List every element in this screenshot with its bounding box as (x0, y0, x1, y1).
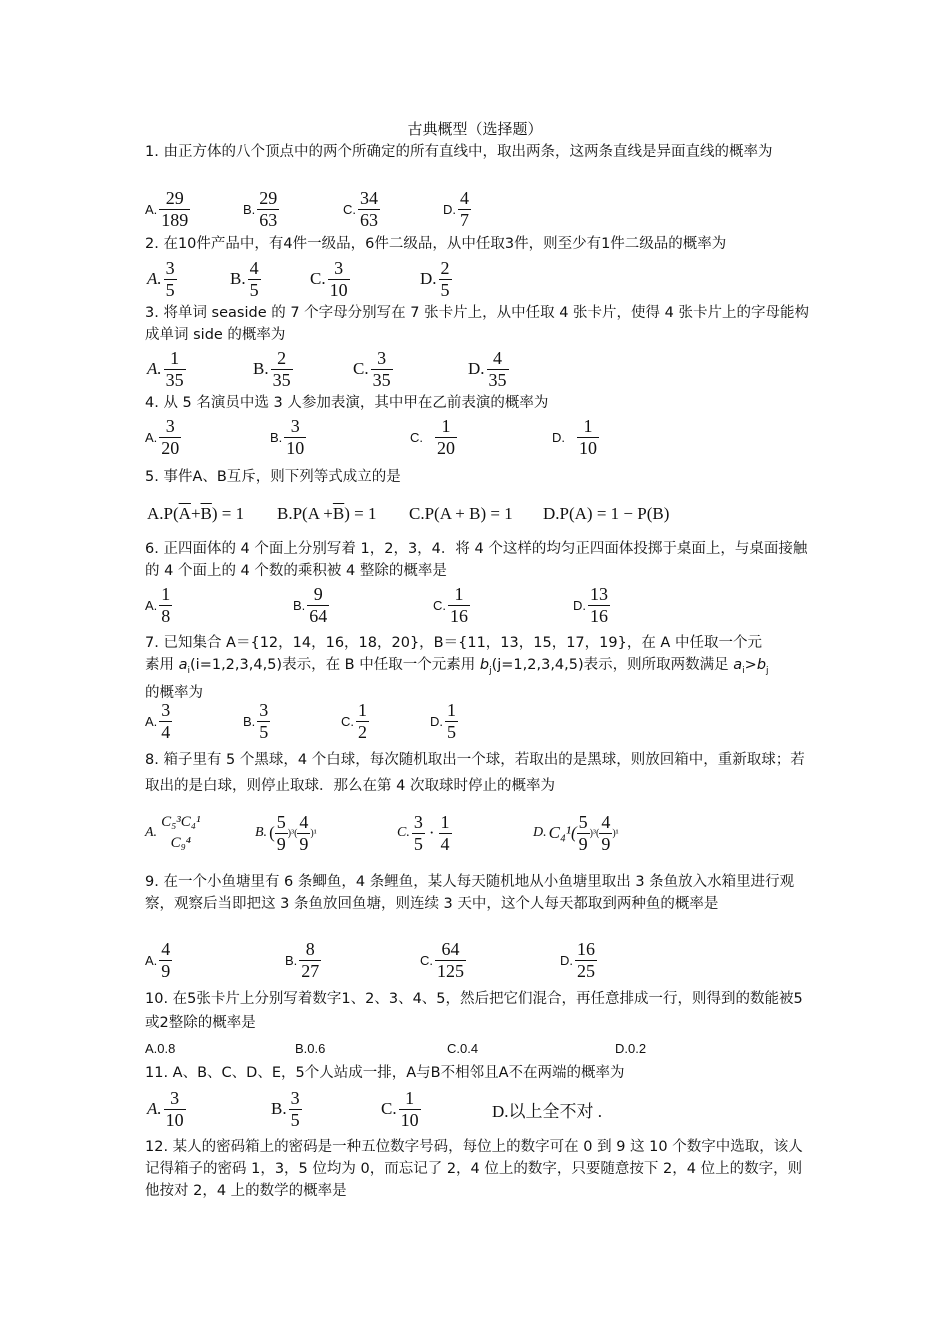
option-d: D.0.2 (615, 1040, 650, 1056)
option-c: C. $\frac{1}{10}$ (381, 1087, 419, 1130)
option-b: B. $\frac{8}{27}$ (285, 938, 320, 981)
option-c: C.0.4 (447, 1040, 479, 1056)
option-d: D.P(A) = 1 − P(B) (543, 504, 670, 523)
option-b: B. $\frac{29}{63}$ (243, 187, 278, 230)
question-11-stem: 11. A、B、C、D、E，5个人站成一排，A与B不相邻且A不在两端的概率为 (145, 1065, 625, 1081)
question-6-stem: 6. 正四面体的 4 个面上分别写着 1，2，3，4．将 4 个这样的均匀正四面体投掷于桌面上，与桌面接触的 4 个面上的 4 个数的乘积被 4 整除的概率是 (145, 541, 808, 579)
option-a: A. $\frac{1}{35}$ (147, 347, 184, 390)
option-d: D. $\frac{1}{5}$ (430, 699, 456, 742)
option-b: B.0.6 (295, 1040, 326, 1056)
option-b: B. $\frac{2}{35}$ (253, 347, 291, 390)
option-a: A. $\frac{3}{4}$ (145, 699, 171, 742)
option-b: B.P(A + $\overline{B}$ ) = 1 (277, 504, 377, 523)
option-c: C. $\frac{1}{20}$ (410, 415, 455, 458)
option-a: A. $\frac{3}{20}$ (145, 415, 180, 458)
option-a: A. $\frac{3}{5}$ (147, 257, 175, 300)
question-8-stem: 8. 箱子里有 5 个黑球，4 个白球，每次随机取出一个球，若取出的是黑球，则放回箱中，重新取球；若取出的是白球，则停止取球．那么在第 4 次取球时停止的概率为 (145, 752, 805, 794)
option-a: A. C₅³C₄¹ C₉⁴ (145, 814, 201, 851)
option-d: D. $\frac{1}{10}$ (552, 415, 597, 458)
option-b: B. $\frac{3}{5}$ (243, 699, 269, 742)
option-a: A. $\frac{3}{10}$ (147, 1087, 184, 1130)
option-a: A.0.8 (145, 1040, 176, 1056)
option-c: C. $\frac{3}{5}$ · $\frac{1}{4}$ (397, 811, 450, 854)
question-9-stem: 9. 在一个小鱼塘里有 6 条鲫鱼，4 条鲤鱼，某人每天随机地从小鱼塘里取出 3 条鱼放入水箱里进行观察，观察后当即把这 3 条鱼放回鱼塘，则连续 3 天中，这个人每天都取到两种鱼的概率是 (145, 874, 795, 912)
option-c: C. $\frac{34}{63}$ (343, 187, 378, 230)
option-c: C. $\frac{3}{35}$ (353, 347, 391, 390)
option-d: D.以上全不对 . (492, 1101, 607, 1121)
option-b: B. $\frac{3}{5}$ (271, 1087, 300, 1130)
option-d: D. $\frac{4}{35}$ (468, 347, 507, 390)
question-7-stem: 7. 已知集合 A＝{12，14，16，18，20}，B＝{11，13，15，17，19}，在 A 中任取一个元 素用 $a_i(i=1,2,3,4,5)$表示，在 B 中任取一个元素用 $b_j(j=1,2,3,4,5)$表示，则所取两数满足 $a_i>b_j$ 的概率为 (145, 635, 769, 701)
option-a: A. $\frac{4}{9}$ (145, 938, 171, 981)
question-4-stem: 4. 从 5 名演员中选 3 人参加表演，其中甲在乙前表演的概率为 (145, 395, 549, 411)
option-c: C. $\frac{3}{10}$ (310, 257, 348, 300)
option-d: D. $\frac{4}{7}$ (443, 187, 469, 230)
question-3-stem: 3. 将单词 seaside 的 7 个字母分别写在 7 张卡片上，从中任取 4 张卡片，使得 4 张卡片上的字母能构成单词 side 的概率为 (145, 305, 810, 343)
question-2-stem: 2. 在10件产品中，有4件一级品，6件二级品，从中任取3件，则至少有1件二级品的概率为 (145, 236, 731, 252)
option-a: A. $\frac{29}{189}$ (145, 187, 189, 230)
option-d: D. C₄¹( $\frac{5}{9}$ )³( $\frac{4}{9}$ )¹ (533, 811, 619, 854)
option-b: B. ( $\frac{5}{9}$ )³( $\frac{4}{9}$ )¹ (255, 811, 317, 854)
option-c: C.P(A + B) = 1 (409, 504, 513, 523)
option-c: C. $\frac{1}{16}$ (433, 583, 468, 626)
option-d: D. $\frac{13}{16}$ (573, 583, 608, 626)
option-c: C. $\frac{64}{125}$ (420, 938, 464, 981)
option-b: B. $\frac{9}{64}$ (293, 583, 328, 626)
option-d: D. $\frac{16}{25}$ (560, 938, 595, 981)
option-a: A. $\frac{1}{8}$ (145, 583, 171, 626)
question-1-stem: 1. 由正方体的八个顶点中的两个所确定的所有直线中，取出两条，这两条直线是异面直线的概率为 (145, 144, 773, 160)
option-a: A.P( $\overline{A}$ + $\overline{B}$ ) = 1 (147, 504, 245, 523)
option-d: D. $\frac{2}{5}$ (420, 257, 450, 300)
option-c: C. $\frac{1}{2}$ (341, 699, 367, 742)
question-10-stem: 10. 在5张卡片上分别写着数字1、2、3、4、5，然后把它们混合，再任意排成一行，则得到的数能被5或2整除的概率是 (145, 991, 803, 1031)
option-b: B. $\frac{4}{5}$ (230, 257, 259, 300)
option-b: B. $\frac{3}{10}$ (270, 415, 305, 458)
question-5-stem: 5. 事件A、B互斥，则下列等式成立的是 (145, 469, 406, 485)
question-12-stem: 12. 某人的密码箱上的密码是一种五位数字号码，每位上的数字可在 0 到 9 这 10 个数字中选取，该人记得箱子的密码 1，3，5 位均为 0，而忘记了 2，4 位上的数字，只要随意按下 2，4 位上的数字，则他按对 2，4 上的数学的概率是 (145, 1139, 803, 1199)
page-title: 古典概型（选择题） (407, 120, 543, 138)
